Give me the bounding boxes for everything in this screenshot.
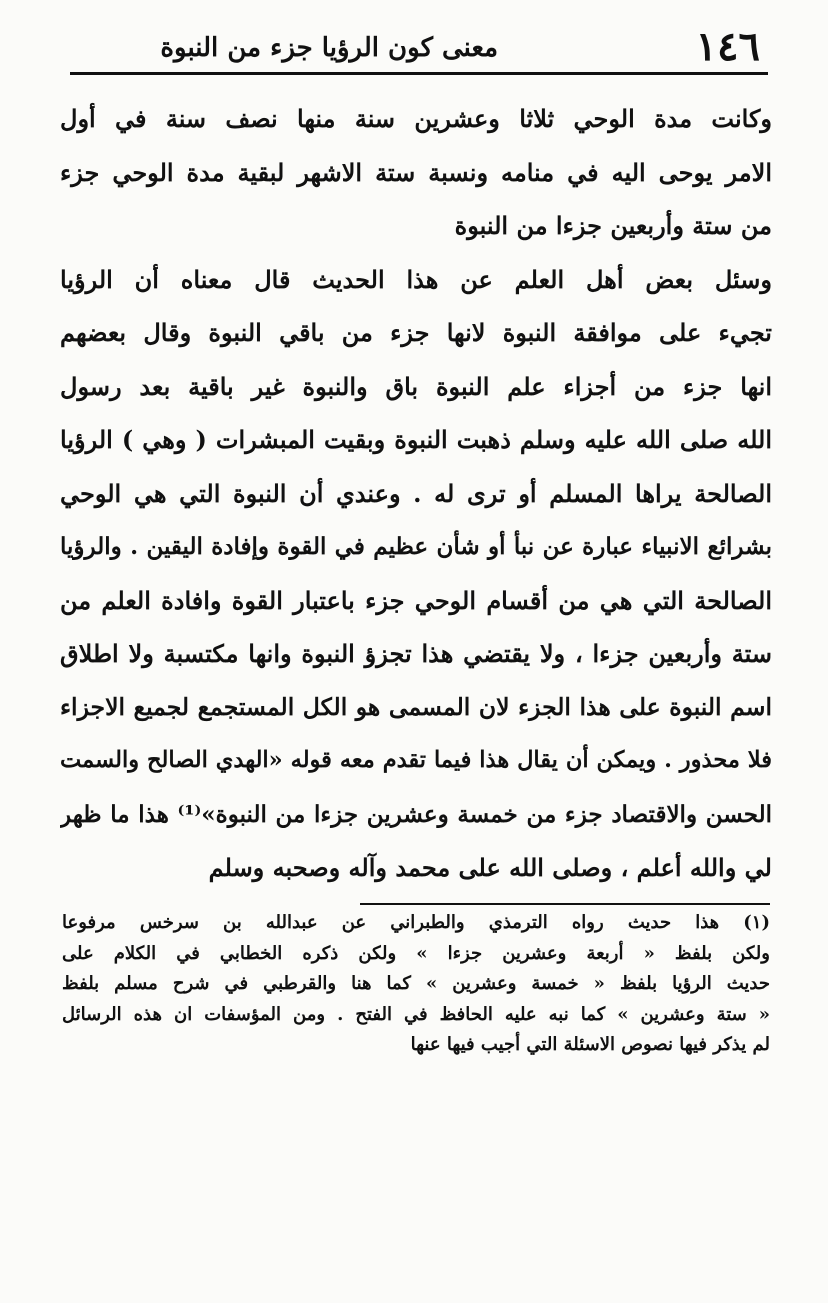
page-header xyxy=(68,22,768,72)
text-line: انها جزء من أجزاء علم النبوة باق والنبوة غير باقية بعد رسول xyxy=(60,371,772,401)
footnote-line: ولكن بلفظ « أربعة وعشرين جزءا » ولكن ذكره الخطابي في الكلام على xyxy=(62,942,770,964)
text-line: الصالحة التي هي من أقسام الوحي جزء باعتبار القوة وافادة العلم من xyxy=(60,585,772,615)
text-line: ستة وأربعين جزءا ، ولا يقتضي هذا تجزؤ النبوة وانها مكتسبة ولا اطلاق xyxy=(60,639,772,668)
text-line: اسم النبوة على هذا الجزء لان المسمى هو الكل المستجمع لجميع الاجزاء xyxy=(60,692,772,721)
text-line: من ستة وأربعين جزءا من النبوة xyxy=(454,211,772,240)
text-line: الله صلى الله عليه وسلم ذهبت النبوة وبقيت المبشرات ( وهي ) الرؤيا xyxy=(60,425,772,454)
text-line: وكانت مدة الوحي ثلاثا وعشرين سنة منها نصف سنة في أول xyxy=(60,104,772,133)
header-rule xyxy=(70,72,768,75)
text-line: الامر يوحى اليه في منامه ونسبة ستة الاشهر لبقية مدة الوحي جزء xyxy=(60,157,772,187)
text-line: الصالحة يراها المسلم أو ترى له . وعندي أن النبوة التي هي الوحي xyxy=(60,478,772,508)
text-line: تجيء على موافقة النبوة لانها جزء من باقي النبوة وقال بعضهم xyxy=(60,318,772,347)
text-line: وسئل بعض أهل العلم عن هذا الحديث قال معناه أن الرؤيا xyxy=(60,264,772,294)
text-line: فلا محذور . ويمكن أن يقال هذا فيما تقدم معه قوله «الهدي الصالح والسمت xyxy=(60,747,772,773)
text-line: لي والله أعلم ، وصلى الله على محمد وآله وصحبه وسلم xyxy=(208,853,772,882)
footnote-line: « ستة وعشرين » كما نبه عليه الحافظ في الفتح . ومن المؤسفات ان هذه الرسائل xyxy=(62,1003,770,1025)
footnote xyxy=(62,908,770,1061)
footnote-line: حديث الرؤيا بلفظ « خمسة وعشرين » كما هنا والقرطبي في شرح مسلم بلفظ xyxy=(62,973,770,994)
footnote-line: (١) هذا حديث رواه الترمذي والطبراني عن عبدالله بن سرخس مرفوعا xyxy=(62,912,770,933)
main-text xyxy=(60,92,772,895)
text-line: بشرائع الانبياء عبارة عن نبأ أو شأن عظيم في القوة وإفادة اليقين . والرؤيا xyxy=(60,533,772,560)
running-title: معنى كون الرؤيا جزء من النبوة xyxy=(160,33,498,63)
text-line: الحسن والاقتصاد جزء من خمسة وعشرين جزءا من النبوة»⁽¹⁾ هذا ما ظهر xyxy=(60,800,772,828)
footnote-line: لم يذكر فيها نصوص الاسئلة التي أجيب فيها عنها xyxy=(410,1034,770,1055)
footnote-rule xyxy=(360,903,770,905)
page-number: ١٤٦ xyxy=(695,23,760,70)
